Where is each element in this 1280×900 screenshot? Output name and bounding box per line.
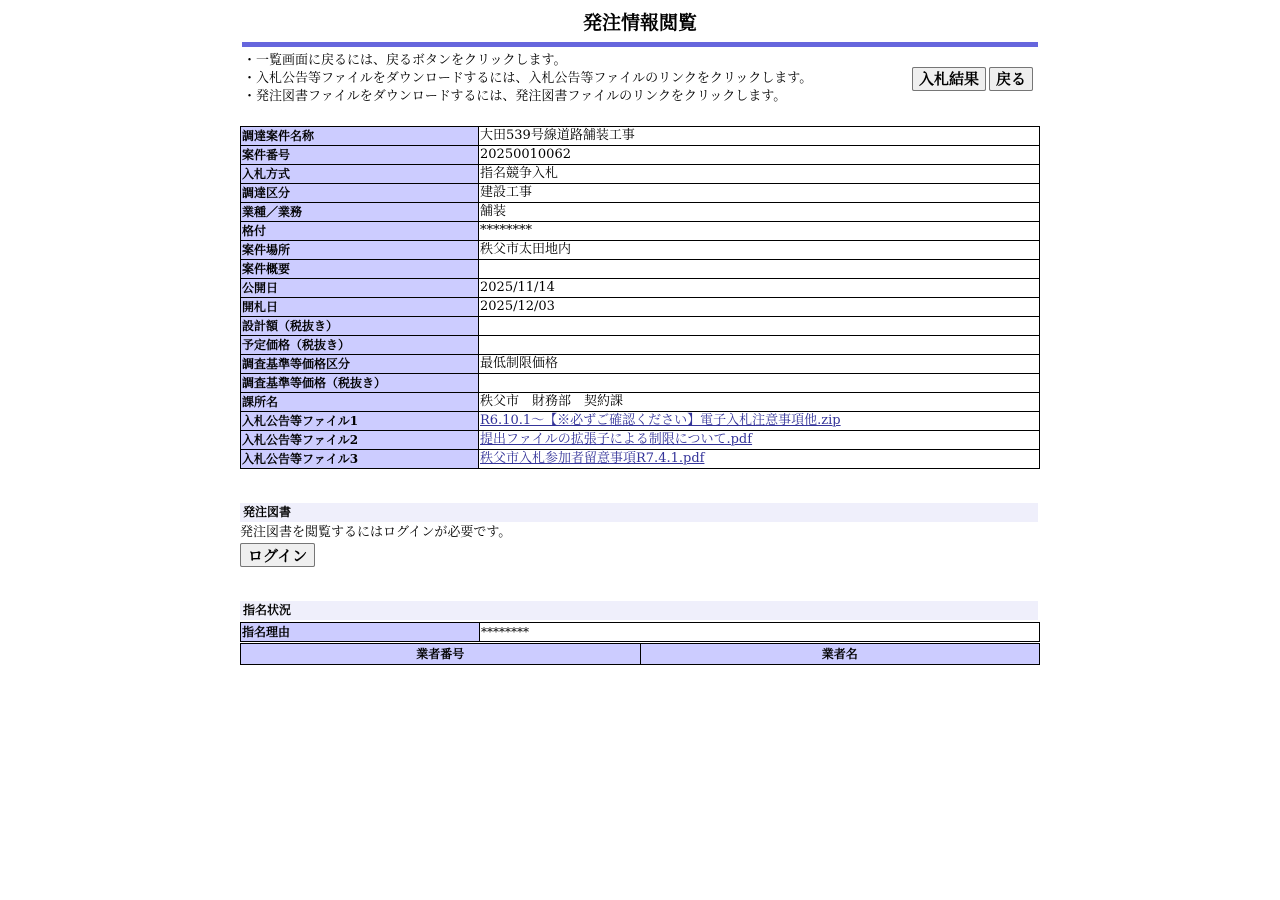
- order-docs-heading: 発注図書: [240, 503, 1038, 522]
- table-row: [241, 165, 1040, 184]
- row-value: 舗装: [479, 203, 1040, 222]
- designation-reason-table: [240, 622, 1040, 642]
- file-row-value: [479, 431, 1040, 450]
- action-buttons: [912, 67, 1033, 91]
- row-label: 案件番号: [241, 146, 479, 165]
- instructions-list: [243, 52, 812, 106]
- table-row: [241, 298, 1040, 317]
- table-row: [241, 623, 1040, 642]
- row-value: [479, 336, 1040, 355]
- designated-vendors-table: [240, 643, 1040, 665]
- row-label: 設計額（税抜き）: [241, 317, 479, 336]
- instruction-back: ・一覧画面に戻るには、戻るボタンをクリックします。: [243, 53, 567, 68]
- designation-reason-label: 指名理由: [241, 623, 480, 642]
- row-label: 入札方式: [241, 165, 479, 184]
- row-label: 案件場所: [241, 241, 479, 260]
- row-value: 秩父市太田地内: [479, 241, 1040, 260]
- row-value: 秩父市 財務部 契約課: [479, 393, 1040, 412]
- row-label: 課所名: [241, 393, 479, 412]
- login-required-message: 発注図書を閲覧するにはログインが必要です。: [240, 525, 512, 540]
- designation-reason-value: ********: [480, 623, 1040, 642]
- notice-file-link-1[interactable]: R6.10.1～【※必ずご確認ください】電子入札注意事項他.zip: [480, 413, 841, 428]
- row-value: 大田539号線道路舗装工事: [479, 127, 1040, 146]
- table-row: [241, 336, 1040, 355]
- row-value: 20250010062: [479, 146, 1040, 165]
- row-value: [479, 260, 1040, 279]
- row-label: 公開日: [241, 279, 479, 298]
- row-value: ********: [479, 222, 1040, 241]
- table-row: [241, 184, 1040, 203]
- row-label: 格付: [241, 222, 479, 241]
- instruction-download-notice: ・入札公告等ファイルをダウンロードするには、入札公告等ファイルのリンクをクリックします。: [243, 71, 813, 86]
- table-header-row: [241, 644, 1040, 665]
- row-label: 調査基準等価格（税抜き）: [241, 374, 479, 393]
- page-container: [240, 0, 1040, 665]
- row-label: 業種／業務: [241, 203, 479, 222]
- table-row: [241, 431, 1040, 450]
- row-label: 案件概要: [241, 260, 479, 279]
- back-button[interactable]: 戻る: [989, 67, 1033, 91]
- table-row: [241, 355, 1040, 374]
- table-row: [241, 241, 1040, 260]
- instructions-area: [240, 47, 1040, 126]
- bid-result-button[interactable]: 入札結果: [912, 67, 986, 91]
- notice-file-link-3[interactable]: 秩父市入札参加者留意事項R7.4.1.pdf: [480, 451, 705, 466]
- table-row: [241, 260, 1040, 279]
- column-vendor-name: 業者名: [640, 644, 1040, 665]
- table-row: [241, 222, 1040, 241]
- table-row: [241, 317, 1040, 336]
- table-row: [241, 279, 1040, 298]
- designation-heading: 指名状況: [240, 601, 1038, 620]
- row-value: 2025/12/03: [479, 298, 1040, 317]
- row-label: 調達案件名称: [241, 127, 479, 146]
- table-row: [241, 393, 1040, 412]
- row-value: 2025/11/14: [479, 279, 1040, 298]
- case-info-table: [240, 126, 1040, 469]
- row-value: [479, 317, 1040, 336]
- table-row: [241, 412, 1040, 431]
- row-value: 指名競争入札: [479, 165, 1040, 184]
- instruction-download-docs: ・発注図書ファイルをダウンロードするには、発注図書ファイルのリンクをクリックします。: [243, 89, 787, 104]
- row-label: 調達区分: [241, 184, 479, 203]
- notice-file-link-2[interactable]: 提出ファイルの拡張子による制限について.pdf: [480, 432, 753, 447]
- file-row-label: 入札公告等ファイル3: [241, 450, 479, 469]
- file-row-value: [479, 450, 1040, 469]
- table-row: [241, 203, 1040, 222]
- table-row: [241, 450, 1040, 469]
- row-label: 予定価格（税抜き）: [241, 336, 479, 355]
- row-value: 最低制限価格: [479, 355, 1040, 374]
- file-row-value: [479, 412, 1040, 431]
- table-row: [241, 374, 1040, 393]
- file-row-label: 入札公告等ファイル2: [241, 431, 479, 450]
- row-label: 開札日: [241, 298, 479, 317]
- row-value: 建設工事: [479, 184, 1040, 203]
- login-button[interactable]: ログイン: [240, 543, 315, 567]
- file-row-label: 入札公告等ファイル1: [241, 412, 479, 431]
- row-label: 調査基準等価格区分: [241, 355, 479, 374]
- table-row: [241, 146, 1040, 165]
- table-row: [241, 127, 1040, 146]
- page-title: 発注情報閲覧: [582, 12, 697, 34]
- column-vendor-number: 業者番号: [241, 644, 641, 665]
- row-value: [479, 374, 1040, 393]
